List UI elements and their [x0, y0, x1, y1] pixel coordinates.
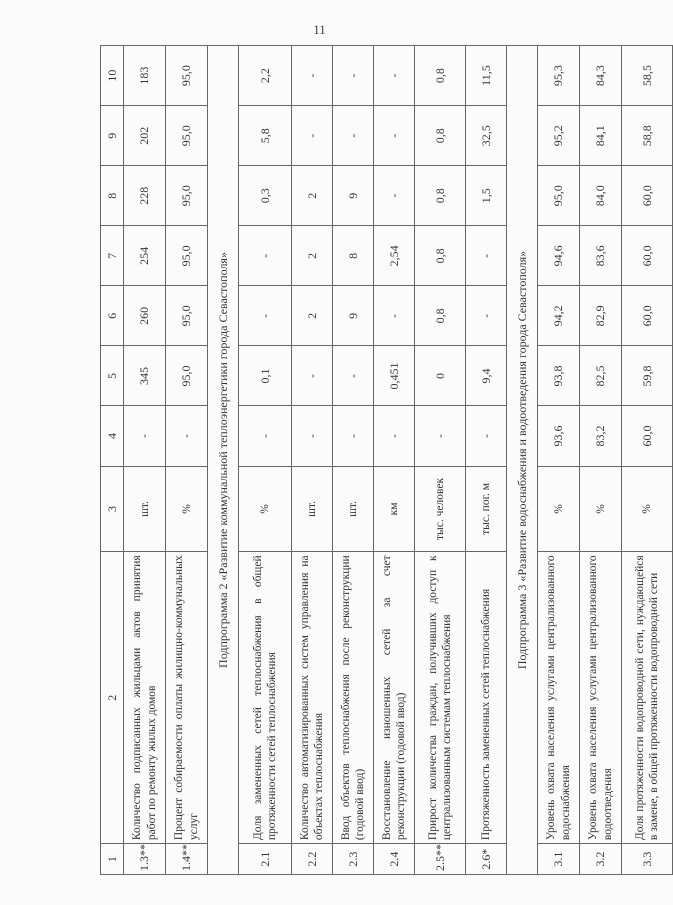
value-cell: 0,8	[415, 106, 466, 166]
page-number: 11	[313, 22, 326, 37]
value-cell: 84,3	[580, 46, 622, 106]
table-row	[292, 46, 333, 875]
unit-cell: тыс. человек	[415, 466, 466, 552]
value-cell: -	[374, 166, 415, 226]
table-row	[622, 46, 673, 875]
indicator-name: Процент собираемости оплаты жилищно-коммунальных услуг	[166, 552, 208, 844]
row-number: 3.1	[538, 844, 580, 875]
table-row	[374, 46, 415, 875]
header-cell: 6	[101, 286, 124, 346]
value-cell: -	[124, 406, 166, 466]
value-cell: -	[333, 106, 374, 166]
value-cell: 95,0	[166, 166, 208, 226]
value-cell: 0,3	[239, 166, 292, 226]
value-cell: 0,451	[374, 346, 415, 406]
table-row	[580, 46, 622, 875]
value-cell: 95,0	[166, 346, 208, 406]
value-cell: 95,0	[538, 166, 580, 226]
value-cell: -	[333, 46, 374, 106]
table-row	[538, 46, 580, 875]
value-cell: 0	[415, 346, 466, 406]
value-cell: 260	[124, 286, 166, 346]
value-cell: 202	[124, 106, 166, 166]
value-cell: 82,9	[580, 286, 622, 346]
value-cell: 183	[124, 46, 166, 106]
value-cell: 0,1	[239, 346, 292, 406]
indicators-table	[100, 45, 673, 875]
indicator-name: Ввод объектов теплоснабжения после реконструкции (годовой ввод)	[333, 552, 374, 844]
unit-cell: тыс. пог. м	[466, 466, 507, 552]
value-cell: 83,2	[580, 406, 622, 466]
header-cell: 1	[101, 844, 124, 875]
table-row	[466, 46, 507, 875]
unit-cell: %	[239, 466, 292, 552]
table-row	[239, 46, 292, 875]
header-cell: 4	[101, 406, 124, 466]
value-cell: 60,0	[622, 406, 673, 466]
header-row	[101, 46, 124, 875]
header-cell: 3	[101, 466, 124, 552]
value-cell: 94,2	[538, 286, 580, 346]
indicator-name: Уровень охвата населения услугами централизованного водоснабжения	[538, 552, 580, 844]
value-cell: -	[466, 286, 507, 346]
header-cell: 5	[101, 346, 124, 406]
row-number: 3.3	[622, 844, 673, 875]
value-cell: 9	[333, 286, 374, 346]
value-cell: -	[292, 406, 333, 466]
value-cell: 0,8	[415, 286, 466, 346]
value-cell: 32,5	[466, 106, 507, 166]
value-cell: 2	[292, 226, 333, 286]
value-cell: -	[166, 406, 208, 466]
unit-cell: %	[580, 466, 622, 552]
section-row	[208, 46, 239, 875]
table-row	[124, 46, 166, 875]
value-cell: 95,0	[166, 106, 208, 166]
table-row	[166, 46, 208, 875]
value-cell: -	[415, 406, 466, 466]
value-cell: 9	[333, 166, 374, 226]
row-number: 2.2	[292, 844, 333, 875]
value-cell: -	[239, 226, 292, 286]
value-cell: 254	[124, 226, 166, 286]
value-cell: -	[466, 226, 507, 286]
value-cell: 0,8	[415, 166, 466, 226]
indicator-name: Восстановление изношенных сетей за счет реконструкции (годовой ввод)	[374, 552, 415, 844]
row-number: 1.4**	[166, 844, 208, 875]
header-cell: 8	[101, 166, 124, 226]
rotated-table-container	[100, 45, 660, 875]
value-cell: 60,0	[622, 166, 673, 226]
value-cell: -	[239, 406, 292, 466]
section-row	[507, 46, 538, 875]
row-number: 2.6*	[466, 844, 507, 875]
unit-cell: %	[622, 466, 673, 552]
row-number: 2.1	[239, 844, 292, 875]
value-cell: -	[292, 346, 333, 406]
value-cell: 84,1	[580, 106, 622, 166]
indicator-name: Количество автоматизированных систем управления на объектах теплоснабжения	[292, 552, 333, 844]
section-title: Подпрограмма 2 «Развитие коммунальной теплоэнергетики города Севастополя»	[208, 46, 239, 875]
value-cell: 59,8	[622, 346, 673, 406]
indicator-name: Доля протяженности водопроводной сети, нуждающейся в замене, в общей протяженности водопроводной сети	[622, 552, 673, 844]
value-cell: 5,8	[239, 106, 292, 166]
value-cell: 93,6	[538, 406, 580, 466]
unit-cell: шт.	[124, 466, 166, 552]
header-cell: 10	[101, 46, 124, 106]
unit-cell: %	[538, 466, 580, 552]
indicator-name: Протяженность замененных сетей теплоснабжения	[466, 552, 507, 844]
indicator-name: Доля замененных сетей теплоснабжения в общей протяженности сетей теплоснабжения	[239, 552, 292, 844]
row-number: 2.5**	[415, 844, 466, 875]
unit-cell: шт.	[292, 466, 333, 552]
value-cell: 60,0	[622, 286, 673, 346]
value-cell: 2,54	[374, 226, 415, 286]
value-cell: 83,6	[580, 226, 622, 286]
value-cell: 58,5	[622, 46, 673, 106]
value-cell: 8	[333, 226, 374, 286]
value-cell: 95,0	[166, 286, 208, 346]
value-cell: 95,0	[166, 46, 208, 106]
value-cell: 2	[292, 166, 333, 226]
value-cell: -	[374, 286, 415, 346]
value-cell: 2,2	[239, 46, 292, 106]
value-cell: -	[333, 346, 374, 406]
table-row	[333, 46, 374, 875]
unit-cell: шт.	[333, 466, 374, 552]
value-cell: 95,3	[538, 46, 580, 106]
header-cell: 2	[101, 552, 124, 844]
value-cell: 93,8	[538, 346, 580, 406]
value-cell: -	[333, 406, 374, 466]
section-title: Подпрограмма 3 «Развитие водоснабжения и водоотведения города Севастополя»	[507, 46, 538, 875]
value-cell: 95,2	[538, 106, 580, 166]
value-cell: -	[292, 106, 333, 166]
value-cell: -	[374, 406, 415, 466]
value-cell: 82,5	[580, 346, 622, 406]
unit-cell: %	[166, 466, 208, 552]
value-cell: 94,6	[538, 226, 580, 286]
row-number: 1.3**	[124, 844, 166, 875]
table-row	[415, 46, 466, 875]
value-cell: 0,8	[415, 226, 466, 286]
value-cell: -	[374, 46, 415, 106]
row-number: 3.2	[580, 844, 622, 875]
indicator-name: Уровень охвата населения услугами централизованного водоотведения	[580, 552, 622, 844]
value-cell: -	[239, 286, 292, 346]
header-cell: 9	[101, 106, 124, 166]
unit-cell: км	[374, 466, 415, 552]
value-cell: 228	[124, 166, 166, 226]
value-cell: 9,4	[466, 346, 507, 406]
value-cell: 2	[292, 286, 333, 346]
row-number: 2.4	[374, 844, 415, 875]
row-number: 2.3	[333, 844, 374, 875]
value-cell: 0,8	[415, 46, 466, 106]
value-cell: 84,0	[580, 166, 622, 226]
value-cell: 1,5	[466, 166, 507, 226]
value-cell: 11,5	[466, 46, 507, 106]
value-cell: -	[292, 46, 333, 106]
value-cell: -	[374, 106, 415, 166]
value-cell: 345	[124, 346, 166, 406]
value-cell: 95,0	[166, 226, 208, 286]
value-cell: 58,8	[622, 106, 673, 166]
indicator-name: Прирост количества граждан, получивших доступ к централизованным системам теплоснабжения	[415, 552, 466, 844]
header-cell: 7	[101, 226, 124, 286]
value-cell: 60,0	[622, 226, 673, 286]
value-cell: -	[466, 406, 507, 466]
indicator-name: Количество подписанных жильцами актов принятия работ по ремонту жилых домов	[124, 552, 166, 844]
